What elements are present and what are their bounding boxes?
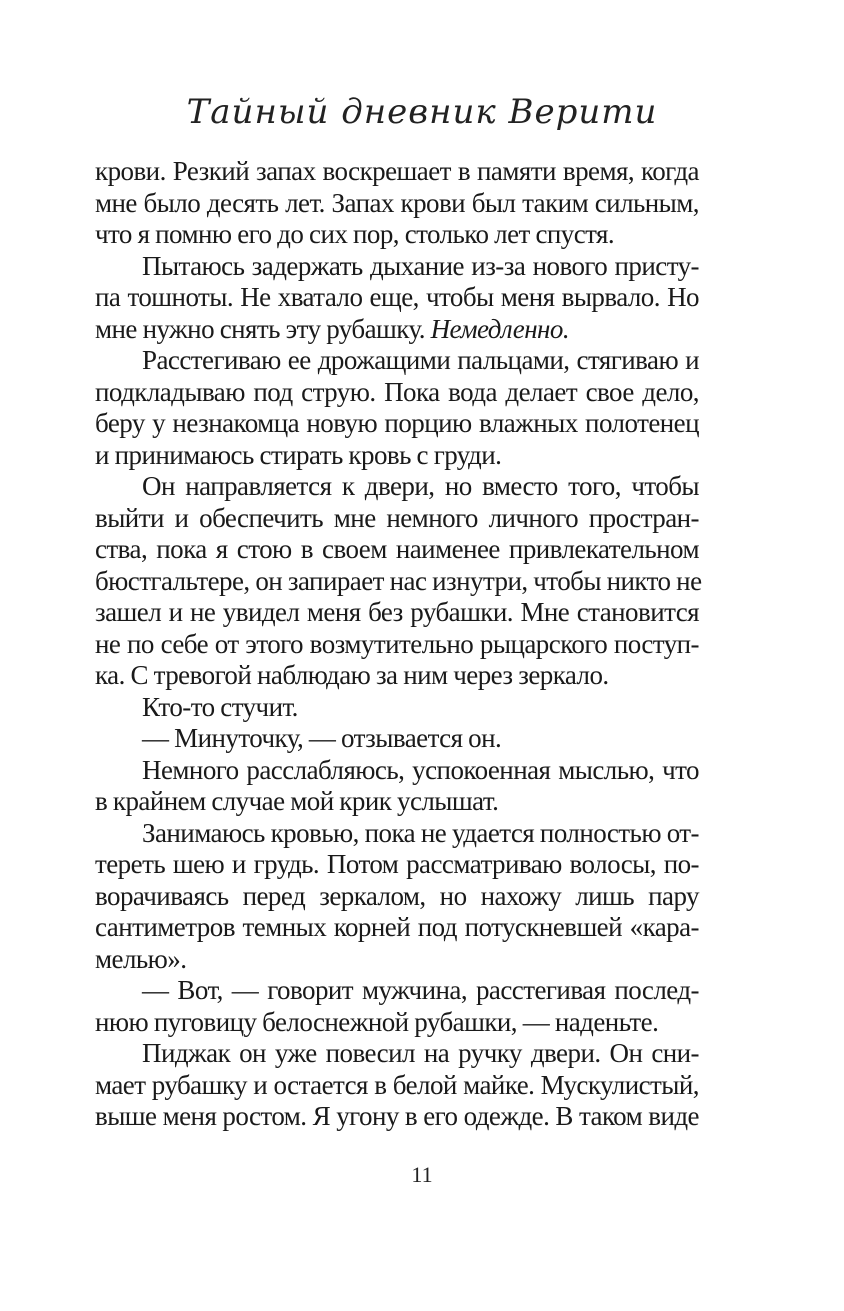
- text-line: [95, 314, 699, 346]
- text-line: сантиметров темных корней под потускневшей «кара-: [95, 912, 699, 942]
- text-line: выше меня ростом. Я угону в его одежде. В таком виде: [95, 1101, 699, 1131]
- text-line: мне было десять лет. Запах крови был таким сильным,: [95, 187, 699, 218]
- text-line: па тошноты. Не хватало еще, чтобы меня вырвало. Но: [95, 282, 699, 312]
- text-line: нюю пуговицу белоснежной рубашки, — наденьте.: [95, 1006, 659, 1037]
- text-line: ворачиваясь перед зеркалом, но нахожу лишь пару: [95, 880, 699, 911]
- text-line: тереть шею и грудь. Потом рассматриваю волосы, по-: [95, 849, 699, 879]
- text-line: Немного расслабляюсь, успокоенная мыслью, что: [142, 754, 699, 785]
- body-text: [95, 156, 702, 1133]
- text-line: подкладываю под струю. Пока вода делает свое дело,: [95, 376, 699, 407]
- text-line: ка. С тревогой наблюдаю за ним через зеркало.: [95, 660, 609, 690]
- text-line: — Минуточку, — отзывается он.: [142, 723, 502, 753]
- text-line: мелью».: [95, 943, 187, 974]
- text-line: выйти и обеспечить мне немного личного простран-: [95, 502, 699, 533]
- text-line: Кто-то стучит.: [142, 691, 298, 722]
- text-line: Пытаюсь задержать дыхание из-за нового присту-: [142, 250, 699, 281]
- text-line: Занимаюсь кровью, пока не удается полностью от-: [142, 817, 699, 848]
- text-line: что я помню его до сих пор, столько лет спустя.: [95, 219, 615, 249]
- text-line: Пиджак он уже повесил на ручку двери. Он сни-: [142, 1038, 699, 1068]
- text-line: не по себе от этого возмутительно рыцарского поступ-: [95, 628, 699, 659]
- text-line: и принимаюсь стирать кровь с груди.: [95, 439, 502, 470]
- text-line: Расстегиваю ее дрожащими пальцами, стягиваю и: [142, 345, 699, 375]
- text-line: ства, пока я стою в своем наименее привлекательном: [95, 534, 699, 564]
- text-line-part: мне нужно снять эту рубашку.: [95, 313, 431, 344]
- text-line: Он направляется к двери, но вместо того, чтобы: [142, 471, 699, 501]
- text-line: беру у незнакомца новую порцию влажных полотенец: [95, 408, 699, 438]
- text-line: в крайнем случае мой крик услышат.: [95, 786, 499, 816]
- text-line: — Вот, — говорит мужчина, расстегивая послед-: [142, 975, 699, 1005]
- text-line: мает рубашку и остается в белой майке. Мускулистый,: [95, 1069, 699, 1100]
- running-head: Тайный дневник Верити: [186, 92, 658, 132]
- page-number: 11: [411, 1162, 433, 1187]
- emphasis-word: Немедленно.: [430, 313, 570, 344]
- text-line: бюстгальтере, он запирает нас изнутри, чтобы никто не: [95, 565, 702, 596]
- text-line: крови. Резкий запах воскрешает в памяти время, когда: [95, 156, 699, 186]
- text-line: зашел и не увидел меня без рубашки. Мне становится: [95, 597, 699, 627]
